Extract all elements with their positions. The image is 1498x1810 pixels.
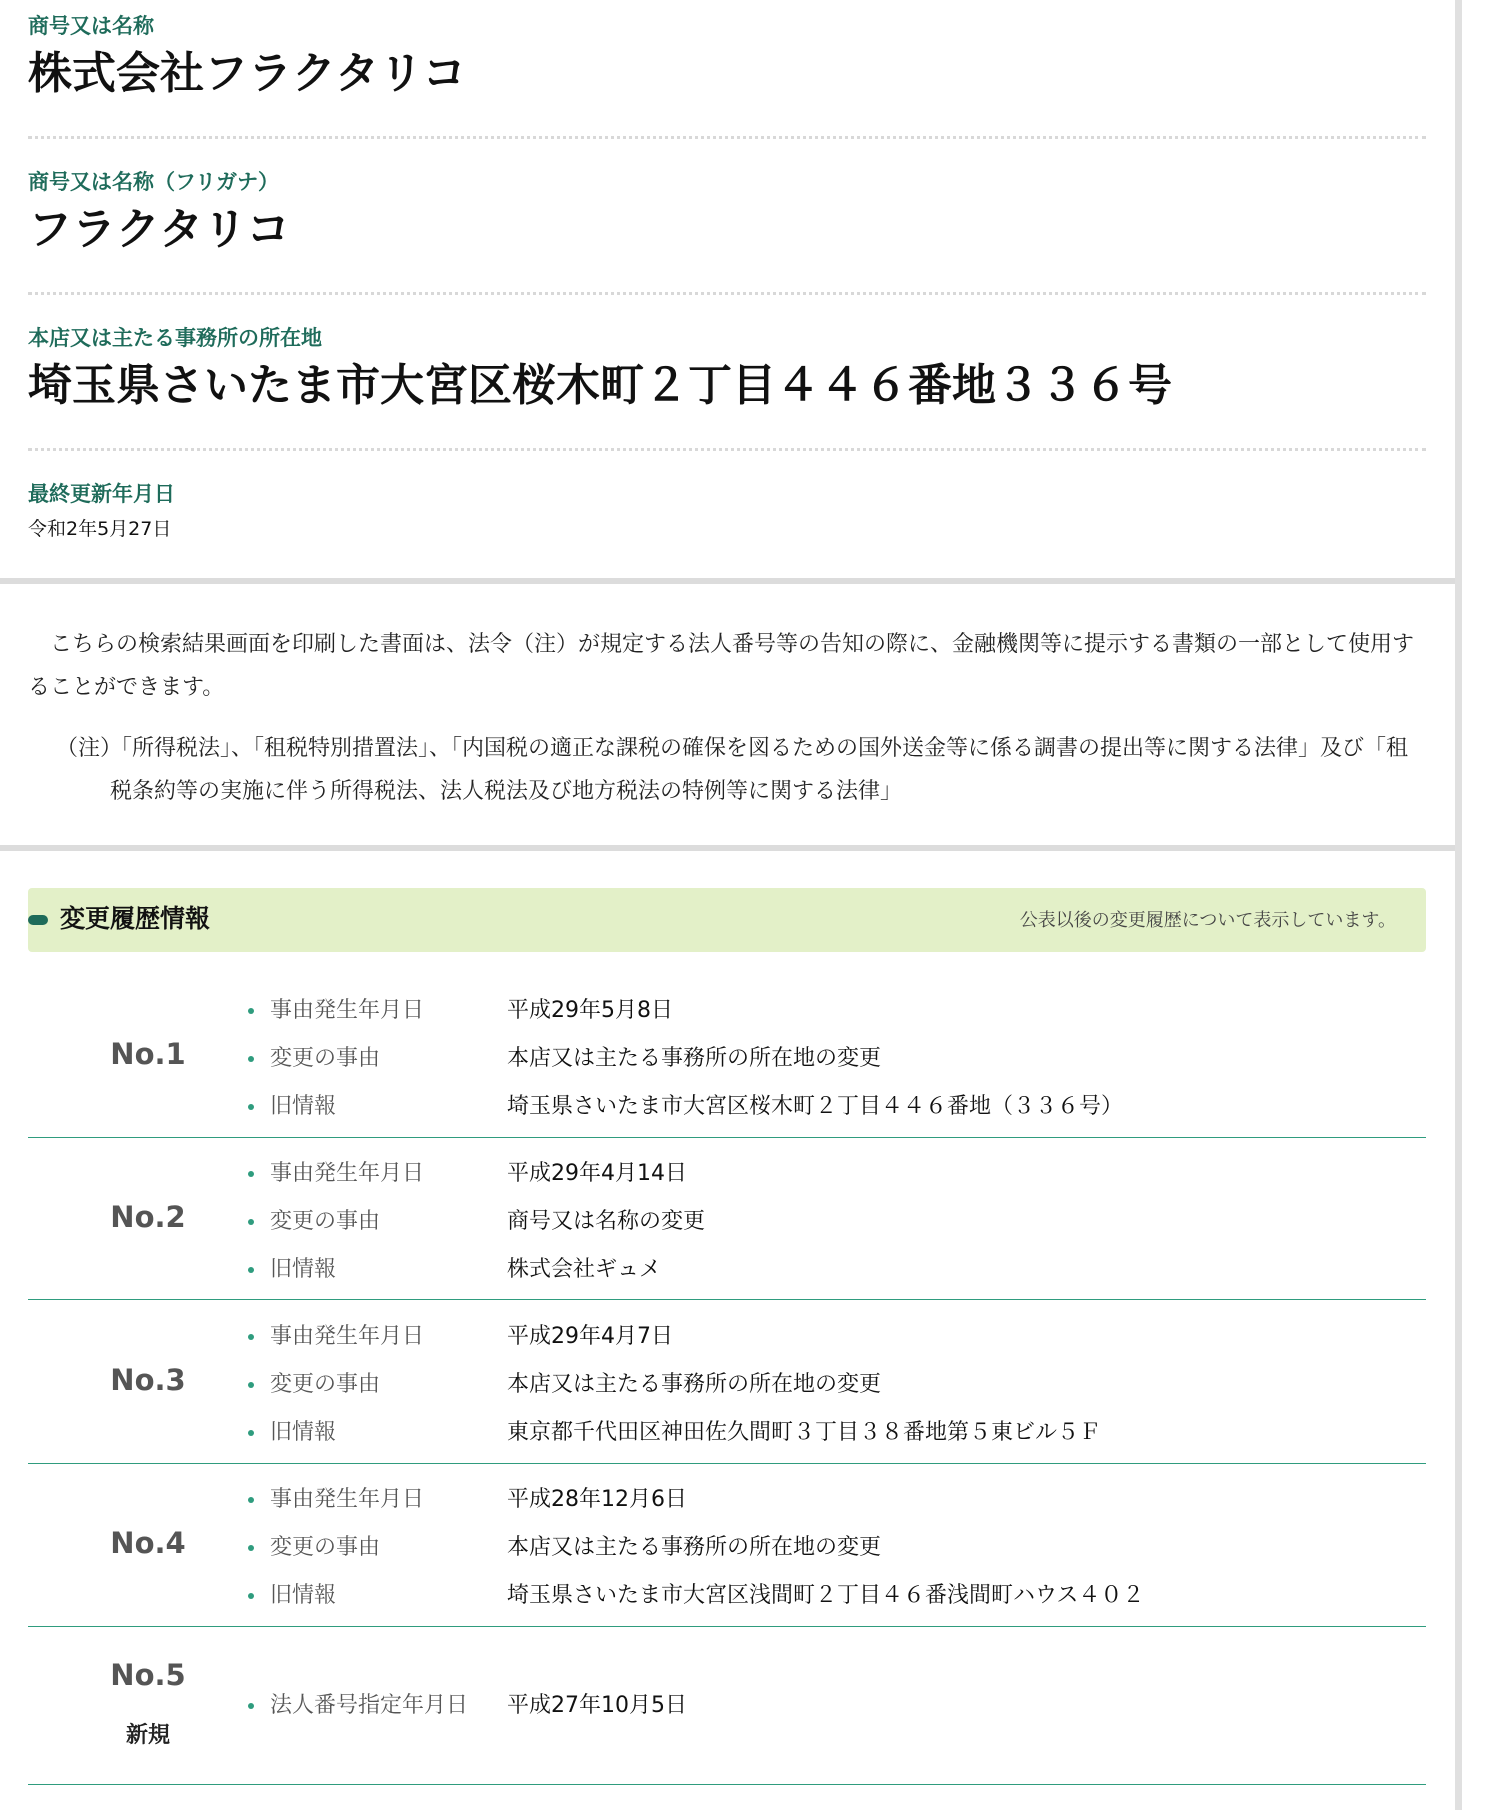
bullet-icon <box>248 1334 254 1340</box>
record-reason-value: 本店又は主たる事務所の所在地の変更 <box>507 1535 882 1560</box>
record-reason-value: 商号又は名称の変更 <box>507 1209 706 1234</box>
record-old-row <box>248 1572 1398 1620</box>
record-reason-label: 変更の事由 <box>270 1209 381 1234</box>
name-label: 商号又は名称 <box>28 14 154 38</box>
record-reason-row <box>248 1198 1398 1246</box>
note-marker: （注） <box>56 736 123 761</box>
bullet-icon <box>248 1497 254 1503</box>
updated-label: 最終更新年月日 <box>28 482 175 506</box>
updated-block <box>28 480 1426 542</box>
record-reason-value: 本店又は主たる事務所の所在地の変更 <box>507 1372 882 1397</box>
record-assign-value: 平成27年10月5日 <box>507 1693 687 1718</box>
kana-label: 商号又は名称（フリガナ） <box>28 170 279 194</box>
record-number: No.5 <box>110 1658 186 1692</box>
record-date-value: 平成28年12月6日 <box>507 1487 687 1512</box>
record-date-row <box>248 1150 1398 1198</box>
history-record <box>28 1473 1426 1627</box>
record-reason-label: 変更の事由 <box>270 1372 381 1397</box>
record-old-row <box>248 1409 1398 1457</box>
record-date-row <box>248 1476 1398 1524</box>
record-date-value: 平成29年4月14日 <box>507 1161 687 1186</box>
record-reason-value: 本店又は主たる事務所の所在地の変更 <box>507 1046 882 1071</box>
record-number: No.1 <box>110 1037 186 1071</box>
right-divider <box>1455 0 1462 1810</box>
bullet-icon <box>248 1545 254 1551</box>
note-text: 「所得税法」、「租税特別措置法」、「内国税の適正な課税の確保を図るための国外送金等に係る調書の提出等に関する法律」及び「租税条約等の実施に伴う所得税法、法人税法及び地方税法の特例等に関する法律」 <box>110 736 1409 804</box>
record-date-value: 平成29年5月8日 <box>507 998 673 1023</box>
name-block <box>28 12 1426 102</box>
record-assign-label: 法人番号指定年月日 <box>270 1693 469 1718</box>
note-row <box>28 727 1428 813</box>
history-record <box>28 1147 1426 1300</box>
bullet-icon <box>248 1008 254 1014</box>
dotted-divider <box>28 136 1426 139</box>
notice-paragraph-block <box>28 623 1428 709</box>
address-value: 埼玉県さいたま市大宮区桜木町２丁目４４６番地３３６号 <box>28 360 1172 411</box>
record-date-row <box>248 987 1398 1035</box>
bullet-icon <box>248 1267 254 1273</box>
record-date-label: 事由発生年月日 <box>270 1161 425 1186</box>
name-value: 株式会社フラクタリコ <box>28 48 467 99</box>
record-old-label: 旧情報 <box>270 1257 337 1282</box>
notice-paragraph: こちらの検索結果画面を印刷した書面は、法令（注）が規定する法人番号等の告知の際に、金融機関等に提示する書類の一部として使用することができます。 <box>28 632 1415 700</box>
bullet-icon <box>248 1703 254 1709</box>
record-reason-row <box>248 1361 1398 1409</box>
record-reason-label: 変更の事由 <box>270 1046 381 1071</box>
record-number: No.4 <box>110 1526 186 1560</box>
record-old-label: 旧情報 <box>270 1420 337 1445</box>
section-divider <box>0 845 1455 851</box>
section-divider <box>0 578 1455 584</box>
bullet-icon <box>248 1219 254 1225</box>
record-date-row <box>248 1313 1398 1361</box>
record-old-value: 株式会社ギュメ <box>507 1257 662 1282</box>
record-reason-label: 変更の事由 <box>270 1535 381 1560</box>
address-label: 本店又は主たる事務所の所在地 <box>28 326 322 350</box>
dotted-divider <box>28 292 1426 295</box>
kana-value: フラクタリコ <box>28 204 291 255</box>
updated-value: 令和2年5月27日 <box>28 518 172 540</box>
record-old-value: 埼玉県さいたま市大宮区浅間町２丁目４６番浅間町ハウス４０２ <box>507 1583 1145 1608</box>
kana-block <box>28 168 1426 258</box>
record-old-label: 旧情報 <box>270 1094 337 1119</box>
bullet-icon <box>248 1593 254 1599</box>
header-marker-icon <box>28 915 48 925</box>
record-number: No.2 <box>110 1200 186 1234</box>
record-old-row <box>248 1083 1398 1131</box>
history-record <box>28 1636 1426 1785</box>
record-old-row <box>248 1246 1398 1294</box>
bullet-icon <box>248 1171 254 1177</box>
bullet-icon <box>248 1382 254 1388</box>
record-date-label: 事由発生年月日 <box>270 1487 425 1512</box>
record-date-label: 事由発生年月日 <box>270 1324 425 1349</box>
record-old-label: 旧情報 <box>270 1583 337 1608</box>
history-record <box>28 1310 1426 1464</box>
history-header <box>28 888 1426 952</box>
bullet-icon <box>248 1056 254 1062</box>
record-old-value: 埼玉県さいたま市大宮区桜木町２丁目４４６番地（３３６号） <box>507 1094 1124 1119</box>
history-title: 変更履歴情報 <box>60 904 211 933</box>
record-number: No.3 <box>110 1363 186 1397</box>
record-assign-row <box>248 1682 1398 1730</box>
record-old-value: 東京都千代田区神田佐久間町３丁目３８番地第５東ビル５Ｆ <box>507 1420 1102 1445</box>
record-date-label: 事由発生年月日 <box>270 998 425 1023</box>
record-reason-row <box>248 1035 1398 1083</box>
history-record <box>28 984 1426 1138</box>
record-new-label: 新規 <box>125 1723 170 1748</box>
bullet-icon <box>248 1430 254 1436</box>
address-block <box>28 324 1426 414</box>
history-note: 公表以後の変更履歴について表示しています。 <box>1019 910 1396 931</box>
record-reason-row <box>248 1524 1398 1572</box>
record-date-value: 平成29年4月7日 <box>507 1324 673 1349</box>
dotted-divider <box>28 448 1426 451</box>
bullet-icon <box>248 1104 254 1110</box>
